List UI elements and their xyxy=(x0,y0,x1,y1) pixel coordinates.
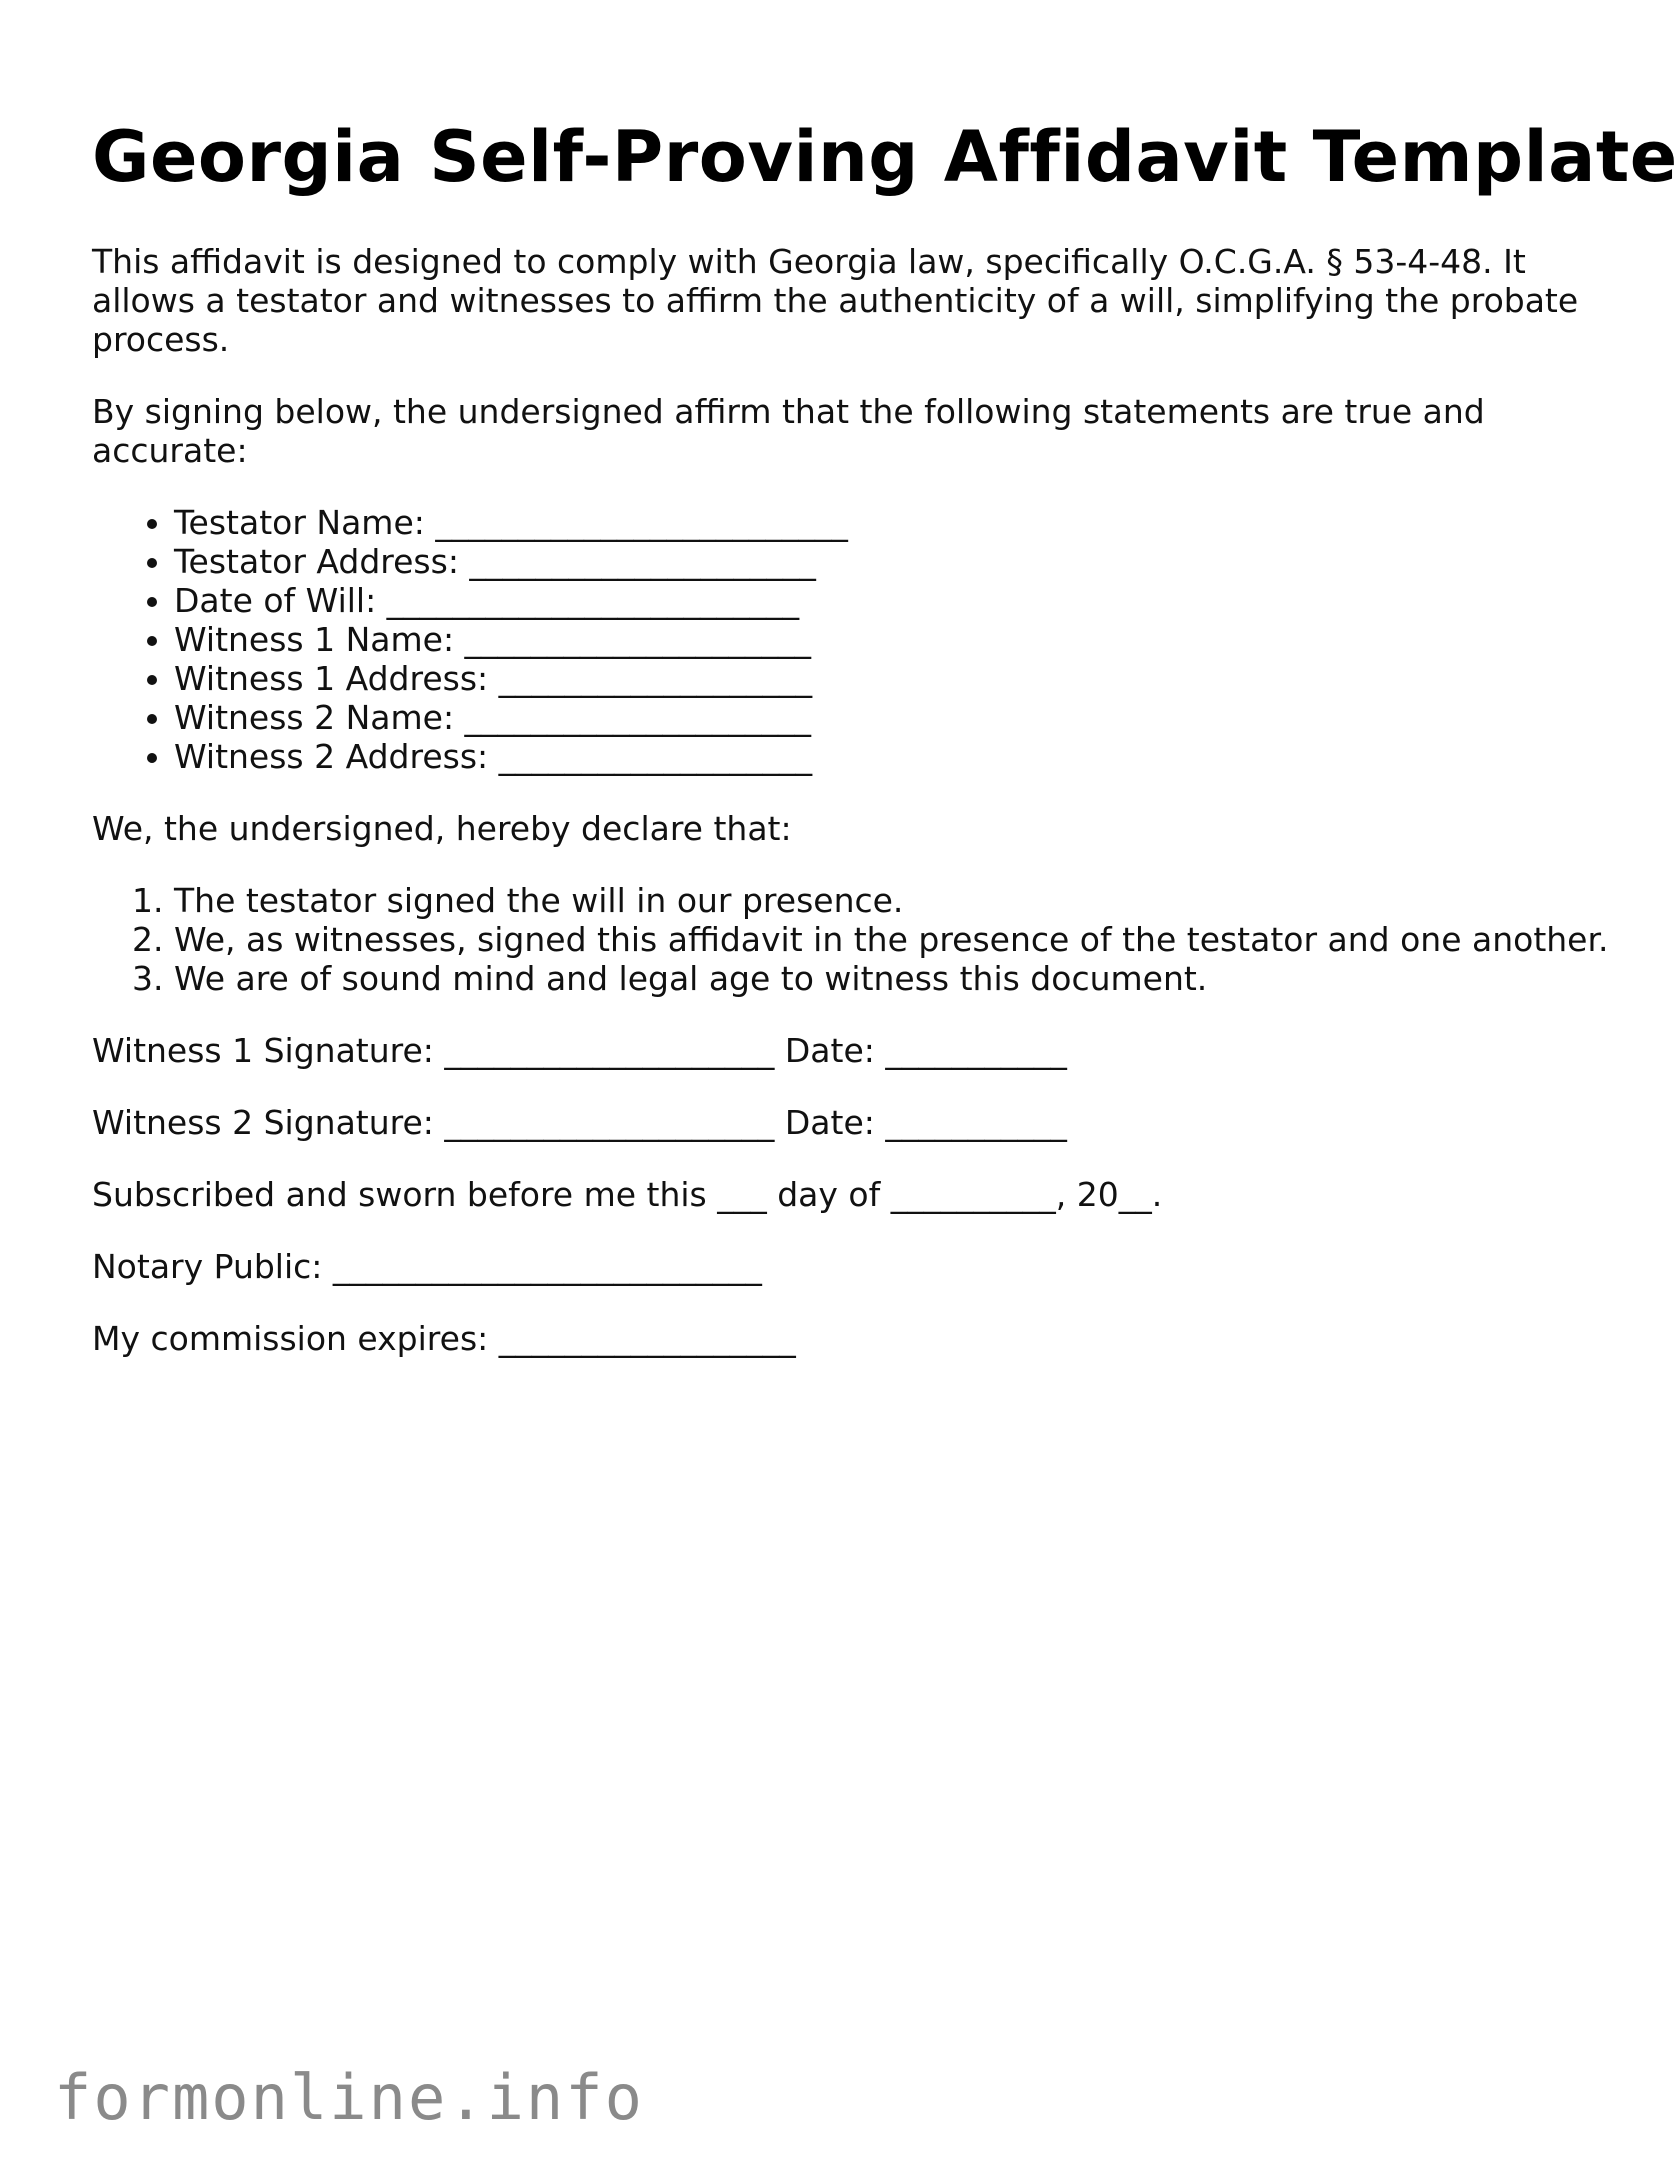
declaration-item: 1. The testator signed the will in our presence. xyxy=(174,881,1612,920)
field-testator-name: • Testator Name: _________________________ xyxy=(174,503,1612,542)
document-page xyxy=(92,112,1678,1391)
field-witness1-name: • Witness 1 Name: _____________________ xyxy=(174,620,1612,659)
witness2-signature-line: Witness 2 Signature: ____________________ Date: ___________ xyxy=(92,1103,1067,1142)
watermark: formonline.info xyxy=(54,2061,644,2134)
witness1-signature-line: Witness 1 Signature: ____________________ Date: ___________ xyxy=(92,1031,1067,1070)
field-witness2-name: • Witness 2 Name: _____________________ xyxy=(174,698,1612,737)
declaration-intro: We, the undersigned, hereby declare that: xyxy=(92,809,792,848)
commission-line: My commission expires: __________________ xyxy=(92,1319,796,1358)
field-witness2-address: • Witness 2 Address: ___________________ xyxy=(174,737,1612,776)
intro-paragraph: This affidavit is designed to comply with Georgia law, specifically O.C.G.A. § 53-4-48. It allows a testator and witnesses to affirm the authenticity of a will, simplifying the probate process. xyxy=(92,242,1579,359)
field-testator-address: • Testator Address: _____________________ xyxy=(174,542,1612,581)
notary-line: Notary Public: __________________________ xyxy=(92,1247,762,1286)
field-date-of-will: • Date of Will: _________________________ xyxy=(174,581,1612,620)
declarations-list xyxy=(92,881,1612,998)
declaration-item: 2. We, as witnesses, signed this affidavit in the presence of the testator and one another. xyxy=(174,920,1612,959)
sworn-statement: Subscribed and sworn before me this ___ day of __________, 20__. xyxy=(92,1175,1163,1214)
declaration-item: 3. We are of sound mind and legal age to witness this document. xyxy=(174,959,1612,998)
statement-intro: By signing below, the undersigned affirm that the following statements are true and accurate: xyxy=(92,392,1485,470)
field-witness1-address: • Witness 1 Address: ___________________ xyxy=(174,659,1612,698)
document-title: Georgia Self-Proving Affidavit Template xyxy=(92,116,1678,198)
fields-list xyxy=(92,503,1612,776)
